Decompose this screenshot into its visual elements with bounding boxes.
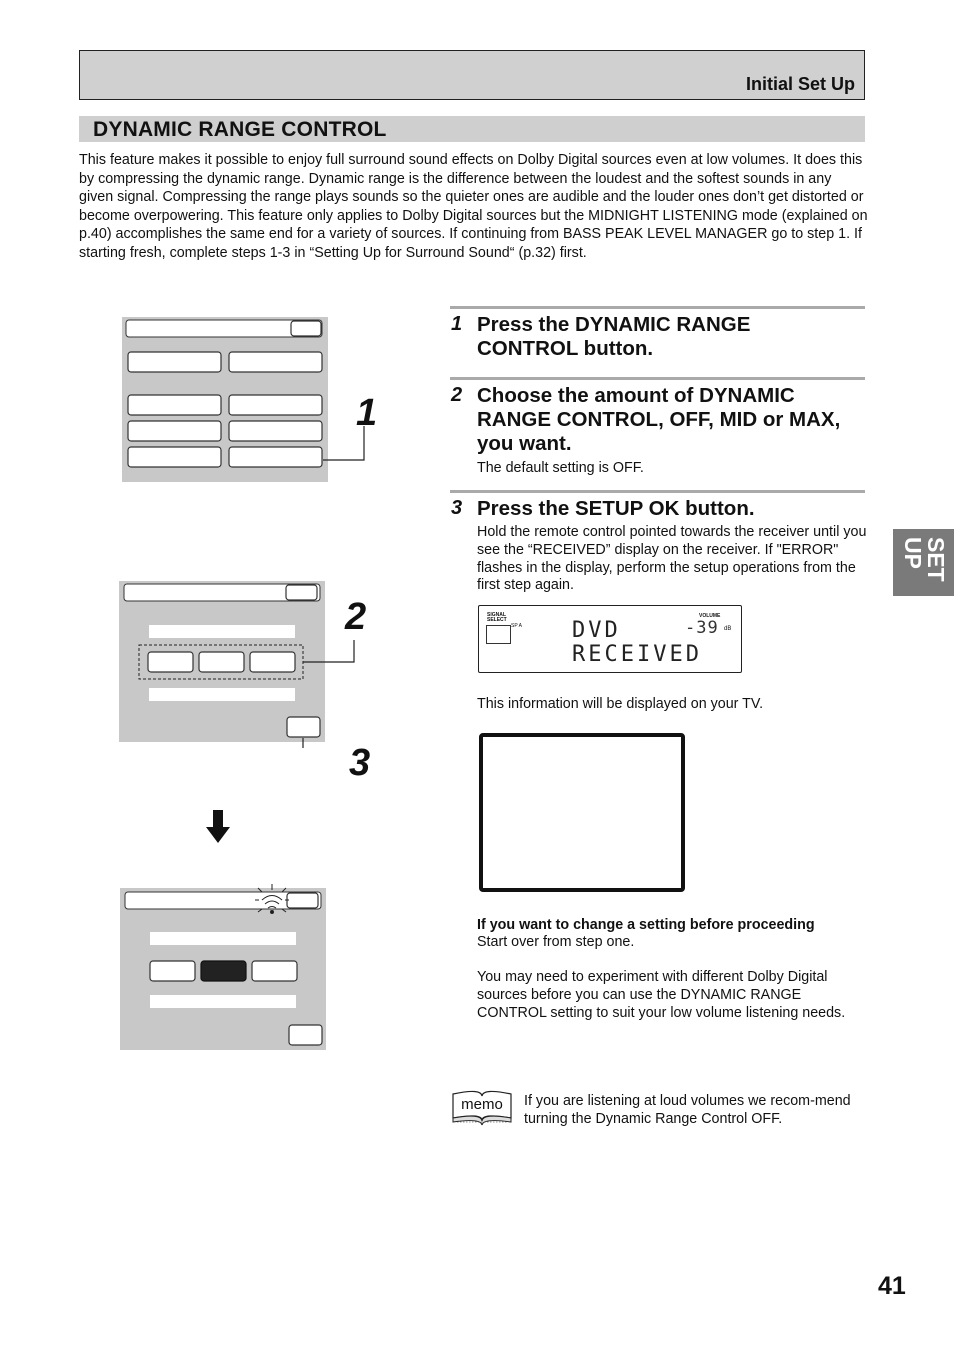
dynamic-range-control-button[interactable] bbox=[229, 447, 322, 467]
section-title-bar bbox=[79, 116, 865, 142]
speaker-indicator: SP A bbox=[511, 623, 523, 629]
step-3-body: Hold the remote control pointed towards the receiver until you see the “RECEIVED” display on the receiver. If "ERROR" flashes in the display, perform the setup operations from the first step again. bbox=[477, 524, 867, 594]
display-line-2: RECEIVED bbox=[572, 642, 702, 667]
tv-note: This information will be displayed on your TV. bbox=[477, 696, 764, 712]
step-1-number: 1 bbox=[451, 313, 463, 335]
drc-off-button[interactable] bbox=[148, 652, 193, 672]
experiment-note: You may need to experiment with different Dolby Digital sources before you can use the DYNAMIC RANGE CONTROL setting to suit your low volume listening needs. bbox=[477, 969, 846, 1021]
step-3-number: 3 bbox=[451, 497, 463, 519]
drc-max-button[interactable] bbox=[250, 652, 295, 672]
setup-ok-button[interactable] bbox=[287, 717, 320, 737]
step-2-number: 2 bbox=[451, 384, 463, 406]
step-3-rule bbox=[450, 490, 865, 493]
volume-unit: dB bbox=[724, 626, 732, 632]
volume-label: VOLUME bbox=[699, 613, 721, 619]
header-band bbox=[79, 50, 865, 100]
memo-text: If you are listening at loud volumes we recom-mend turning the Dynamic Range Control OFF. bbox=[524, 1093, 851, 1127]
step-2-rule bbox=[450, 377, 865, 380]
step-2-body: The default setting is OFF. bbox=[477, 460, 644, 476]
step-3-title: Press the SETUP OK button. bbox=[477, 497, 755, 520]
volume-readout: -39 bbox=[685, 618, 719, 638]
intro-paragraph: This feature makes it possible to enjoy full surround sound effects on Dolby Digital sources even at low volumes. It does this by compressing the dynamic range. Dynamic range is the difference between the loudest and the softest sounds in any given signal. Compressing the range plays sounds so the quieter ones are audible and the louder ones don’t get distorted or become overpowering. This feature only applies to Dolby Digital sources but the MIDNIGHT LISTENING mode (explained on p.40) accomplishes the same end for a variety of sources. If continuing from BASS PEAK LEVEL MANAGER go to step 1. If starting fresh, complete steps 1-3 in “Setting Up for Surround Sound“ (p.32) first. bbox=[79, 152, 868, 261]
step-1-rule bbox=[450, 306, 865, 309]
page-number: 41 bbox=[878, 1272, 906, 1300]
signal-select-label: SIGNAL SELECT bbox=[487, 612, 507, 623]
arrow-down-icon bbox=[205, 810, 231, 844]
step-1-title: Press the DYNAMIC RANGE CONTROL button. bbox=[477, 313, 751, 360]
memo-label: memo bbox=[461, 1096, 503, 1113]
section-title: DYNAMIC RANGE CONTROL bbox=[93, 118, 387, 141]
remote-panel-step1 bbox=[120, 316, 370, 484]
signal-select-box bbox=[486, 625, 511, 644]
change-heading: If you want to change a setting before proceeding bbox=[477, 917, 815, 933]
tv-screen bbox=[479, 733, 685, 892]
set-up-tab bbox=[893, 529, 954, 596]
remote-panel-result bbox=[119, 882, 329, 1052]
callout-number-2: 2 bbox=[345, 596, 367, 638]
receiver-display bbox=[478, 605, 742, 673]
set-up-tab-label: SET UP bbox=[900, 537, 949, 582]
remote-panel-step2 bbox=[118, 580, 380, 748]
step-2-title: Choose the amount of DYNAMIC RANGE CONTROL, OFF, MID or MAX, you want. bbox=[477, 384, 841, 455]
callout-number-1: 1 bbox=[356, 392, 378, 434]
callout-number-3: 3 bbox=[349, 742, 371, 784]
section-header-label: Initial Set Up bbox=[745, 74, 855, 94]
drc-mid-button[interactable] bbox=[199, 652, 244, 672]
display-line-1: DVD bbox=[572, 618, 621, 643]
change-body: Start over from step one. bbox=[477, 934, 635, 950]
